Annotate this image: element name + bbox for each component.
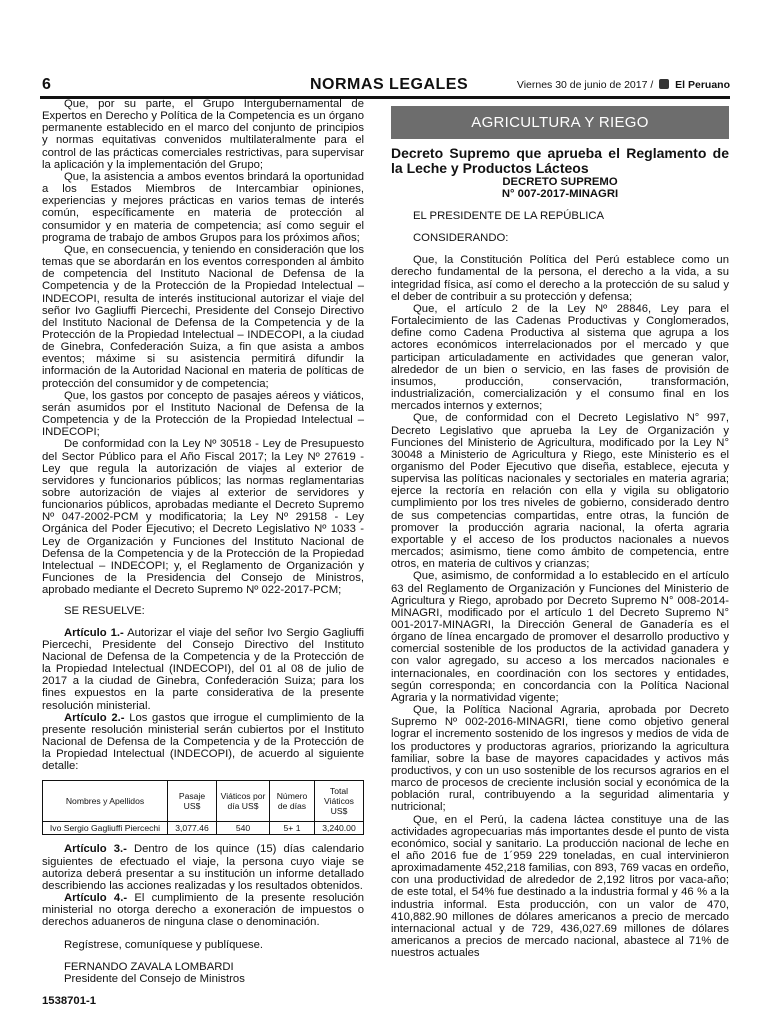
article-label: Artículo 3.- (64, 843, 127, 856)
table-header-cell: Pasaje US$ (168, 781, 217, 822)
article-label: Artículo 2.- (64, 711, 125, 724)
page-number: 6 (42, 76, 51, 93)
table-cell: 3,077.46 (168, 822, 217, 835)
article-text: Dentro de los quince (15) días calendario siguientes de efectuado el viaje, la persona cuyo viaje se autoriza deberá presentar a su institución un informe detallado describiendo las acciones realizadas y los resultados obtenidos. (42, 843, 364, 892)
resolves-heading: SE RESUELVE: (64, 605, 145, 618)
paragraph: De conformidad con la Ley Nº 30518 - Ley de Presupuesto del Sector Público para el Año Fiscal 2017; la Ley Nº 27619 - Ley que regula la autorización de viajes al exterior de servidores y funcionarios públicos; las normas reglamentarias sobre autorización de viajes al exterior de servidores y funcionarios públicos, aprobadas mediante el Decreto Supremo Nº 047-2002-PCM y modificatoria; la Ley Nº 29158 - Ley Orgánica del Poder Ejecutivo; el Decreto Legislativo Nº 1033 - Ley de Organización y Funciones del Instituto Nacional de Defensa de la Competencia y de la Protección de la Propiedad Intelectual – INDECOPI; y, el Reglamento de Organización y Funciones de la Presidencia del Consejo de Ministros, aprobado mediante el Decreto Supremo Nº 022-2017-PCM; (42, 438, 364, 597)
table-row (43, 822, 364, 835)
issue-date: Viernes 30 de junio de 2017 / (516, 79, 654, 91)
paragraph: Que, asimismo, de conformidad a lo establecido en el artículo 63 del Reglamento de Organización y Funciones del Ministerio de Agricultura y Riego, aprobado por Decreto Supremo N° 008-2014-MINAGRI, modificado por el artículo 1 del Decreto Supremo N° 001-2017-MINAGRI, la Dirección General de Ganadería es el órgano de línea encargado de promover el desarrollo productivo y comercial sostenible de los productos de la actividad ganadera y con valor agregado, su acceso a los mercados nacionales e internacionales, en coordinación con los sectores y entidades, según corresponda; en concordancia con la Política Nacional Agraria y la normatividad vigente; (391, 570, 729, 704)
masthead: NORMAS LEGALES (310, 76, 469, 93)
paragraph: Que, de conformidad con el Decreto Legislativo N° 997, Decreto Legislativo que aprueba la Ley de Organización y Funciones del Ministerio de Agricultura, modificado por la Ley N° 30048 a Ministerio de Agricultura y Riego, este Ministerio es el organismo del Poder Ejecutivo que diseña, establece, ejecuta y supervisa las políticas nacionales y sectoriales en materia agraria; ejerce la rectoría en relación con ella y vigila su obligatorio cumplimiento por los tres niveles de gobierno, considerado dentro de sus competencias compartidas, entre otras, la función de promover la producción agraria nacional, la oferta agraria exportable y el acceso de los productos nacionales a nuevos mercados; asimismo, tiene como ámbito de competencia, entre otros, en materia de cultivos y crianzas; (391, 412, 729, 571)
signer-title: Presidente del Consejo de Ministros (64, 972, 245, 985)
article-text: Autorizar el viaje del señor Ivo Sergio Gagliuffi Piercechi, Presidente del Consejo Directivo del Instituto Nacional de Defensa de la Competencia y de la Protección de la Propiedad Intelectual (INDECOPI), del 01 al 08 de julio de 2017 a la ciudad de Ginebra, Confederación Suiza; para los fines expuestos en la parte considerativa de la presente resolución ministerial. (42, 626, 365, 712)
table-header-cell: Viáticos por día US$ (217, 781, 270, 822)
table-cell: 5+ 1 (270, 822, 315, 835)
paragraph: Que, la Política Nacional Agraria, aprobada por Decreto Supremo Nº 002-2016-MINAGRI, tiene como objetivo general lograr el incremento sostenido de los ingresos y medios de vida de los productores y productoras agrarios, priorizando la agricultura familiar, sobre la base de mayores capacidades y activos más productivos, y con un uso sostenible de los recursos agrarios en el marco de procesos de creciente inclusión social y económica de la población rural, contribuyendo a la seguridad alimentaria y nutricional; (391, 704, 729, 814)
publisher-name: El Peruano (675, 79, 730, 91)
issuer-line: EL PRESIDENTE DE LA REPÚBLICA (413, 210, 605, 222)
decree-number: N° 007-2017-MINAGRI (501, 188, 619, 200)
table-header-cell: Nombres y Apellidos (43, 781, 168, 822)
article-text: El cumplimiento de la presente resolución ministerial no otorga derecho a exoneración de impuestos o derechos aduaneros de ninguna clase o denominación. (42, 892, 364, 929)
table-header-row (43, 781, 364, 822)
article-1 (42, 627, 364, 712)
paragraph: Que, la Constitución Política del Perú establece como un derecho fundamental de la persona, el derecho a la vida, a su integridad física, así como el derecho a la protección de su salud y el deber de contribuir a su protección y defensa; (391, 254, 729, 303)
signer-name: FERNANDO ZAVALA LOMBARDI (64, 960, 234, 973)
article-3 (42, 843, 364, 892)
el-peruano-logo-icon (659, 79, 669, 89)
left-column (42, 98, 364, 1007)
header-date-block (517, 79, 730, 91)
table-cell: 3,240.00 (315, 822, 364, 835)
table-cell: 540 (217, 822, 270, 835)
paragraph: Que, en el Perú, la cadena láctea constituye una de las actividades agropecuarias más importantes desde el punto de vista económico, social y sanitario. La producción nacional de leche en el año 2016 fue de 1´959 229 toneladas, en cual intervinieron aproximadamente 452,218 familias, con 893, 769 vacas en ordeño, con una productividad de alrededor de 2,192 litros por vaca-año; de este total, el 54% fue destinado a la industria formal y 46 % a la industria informal. Esta producción, con un valor de 470, 410,882.90 millones de dólares americanos a precio de mercado internacional actual y de 729, 436,027.69 millones de dólares americanos a precios de mercado nacional, abastece al 71% de nuestros actuales (391, 813, 729, 960)
right-column (391, 146, 729, 959)
closing-formula: Regístrese, comuníquese y publíquese. (64, 938, 264, 951)
decree-title: Decreto Supremo que aprueba el Reglamento de la Leche y Productos Lácteos (391, 145, 729, 176)
paragraph: Que, por su parte, el Grupo Intergubernamental de Expertos en Derecho y Política de la Competencia es un órgano permanente establecido en el marco del conjunto de principios y normas equitativas convenidos multilateralmente para el control de las prácticas comerciales restrictivas, para supervisar la aplicación y la implementación del Grupo; (42, 98, 364, 171)
section-banner: AGRICULTURA Y RIEGO (391, 106, 729, 139)
publication-code: 1538701-1 (42, 995, 97, 1007)
article-4 (42, 892, 364, 928)
paragraph: Que, los gastos por concepto de pasajes aéreos y viáticos, serán asumidos por el Instituto Nacional de Defensa de la Competencia y de la Protección de la Propiedad Intelectual – INDECOPI; (42, 389, 364, 439)
article-text: Los gastos que irrogue el cumplimiento de la presente resolución ministerial serán cubiertos por el Instituto Nacional de Defensa de la Competencia y de la Protección de la Propiedad Intelectual (INDECOPI), de acuerdo al siguiente detalle: (42, 711, 365, 773)
expenses-table (42, 780, 364, 835)
paragraph: Que, la asistencia a ambos eventos brindará la oportunidad a los Estados Miembros de Intercambiar opiniones, experiencias y mejores prácticas en varios temas de interés común, específicamente en materia de protección al consumidor y en materia de competencia; así como seguir el programa de trabajo de ambos Grupos para los próximos años; (42, 170, 364, 244)
page-header (40, 76, 730, 96)
article-label: Artículo 4.- (64, 892, 128, 905)
table-header-cell: Total Viáticos US$ (315, 781, 364, 822)
table-header-cell: Número de días (270, 781, 315, 822)
considerando-heading: CONSIDERANDO: (413, 232, 509, 245)
table-cell: Ivo Sergio Gagliuffi Piercechi (43, 822, 168, 835)
decree-heading: DECRETO SUPREMO (502, 176, 618, 188)
article-label: Artículo 1.- (64, 626, 124, 639)
paragraph: Que, el artículo 2 de la Ley Nº 28846, Ley para el Fortalecimiento de las Cadenas Productivas y Conglomerados, define como Cadena Productiva al sistema que agrupa a los actores económicos interrelacionados por el mercado y que participan articuladamente en actividades que generan valor, alrededor de un bien o servicio, en las fases de provisión de insumos, producción, conservación, transformación, industrialización, comercialización y el consumo final en los mercados internos y externos; (391, 302, 729, 413)
paragraph: Que, en consecuencia, y teniendo en consideración que los temas que se abordarán en los eventos corresponden al ámbito de competencia del Instituto Nacional de Defensa de la Competencia y de la Protección de la Propiedad Intelectual – INDECOPI, resulta de interés institucional autorizar el viaje del señor Ivo Gagliuffi Piercechi, Presidente del Consejo Directivo del Instituto Nacional de Defensa de la Competencia y de la Protección de la Propiedad Intelectual – INDECOPI, a la ciudad de Ginebra, Confederación Suiza, a fin que asista a ambos eventos; máxime si su asistencia permitirá difundir la información de la Autoridad Nacional en materia de políticas de protección del consumidor y de competencia; (42, 243, 364, 390)
article-2 (42, 712, 364, 773)
